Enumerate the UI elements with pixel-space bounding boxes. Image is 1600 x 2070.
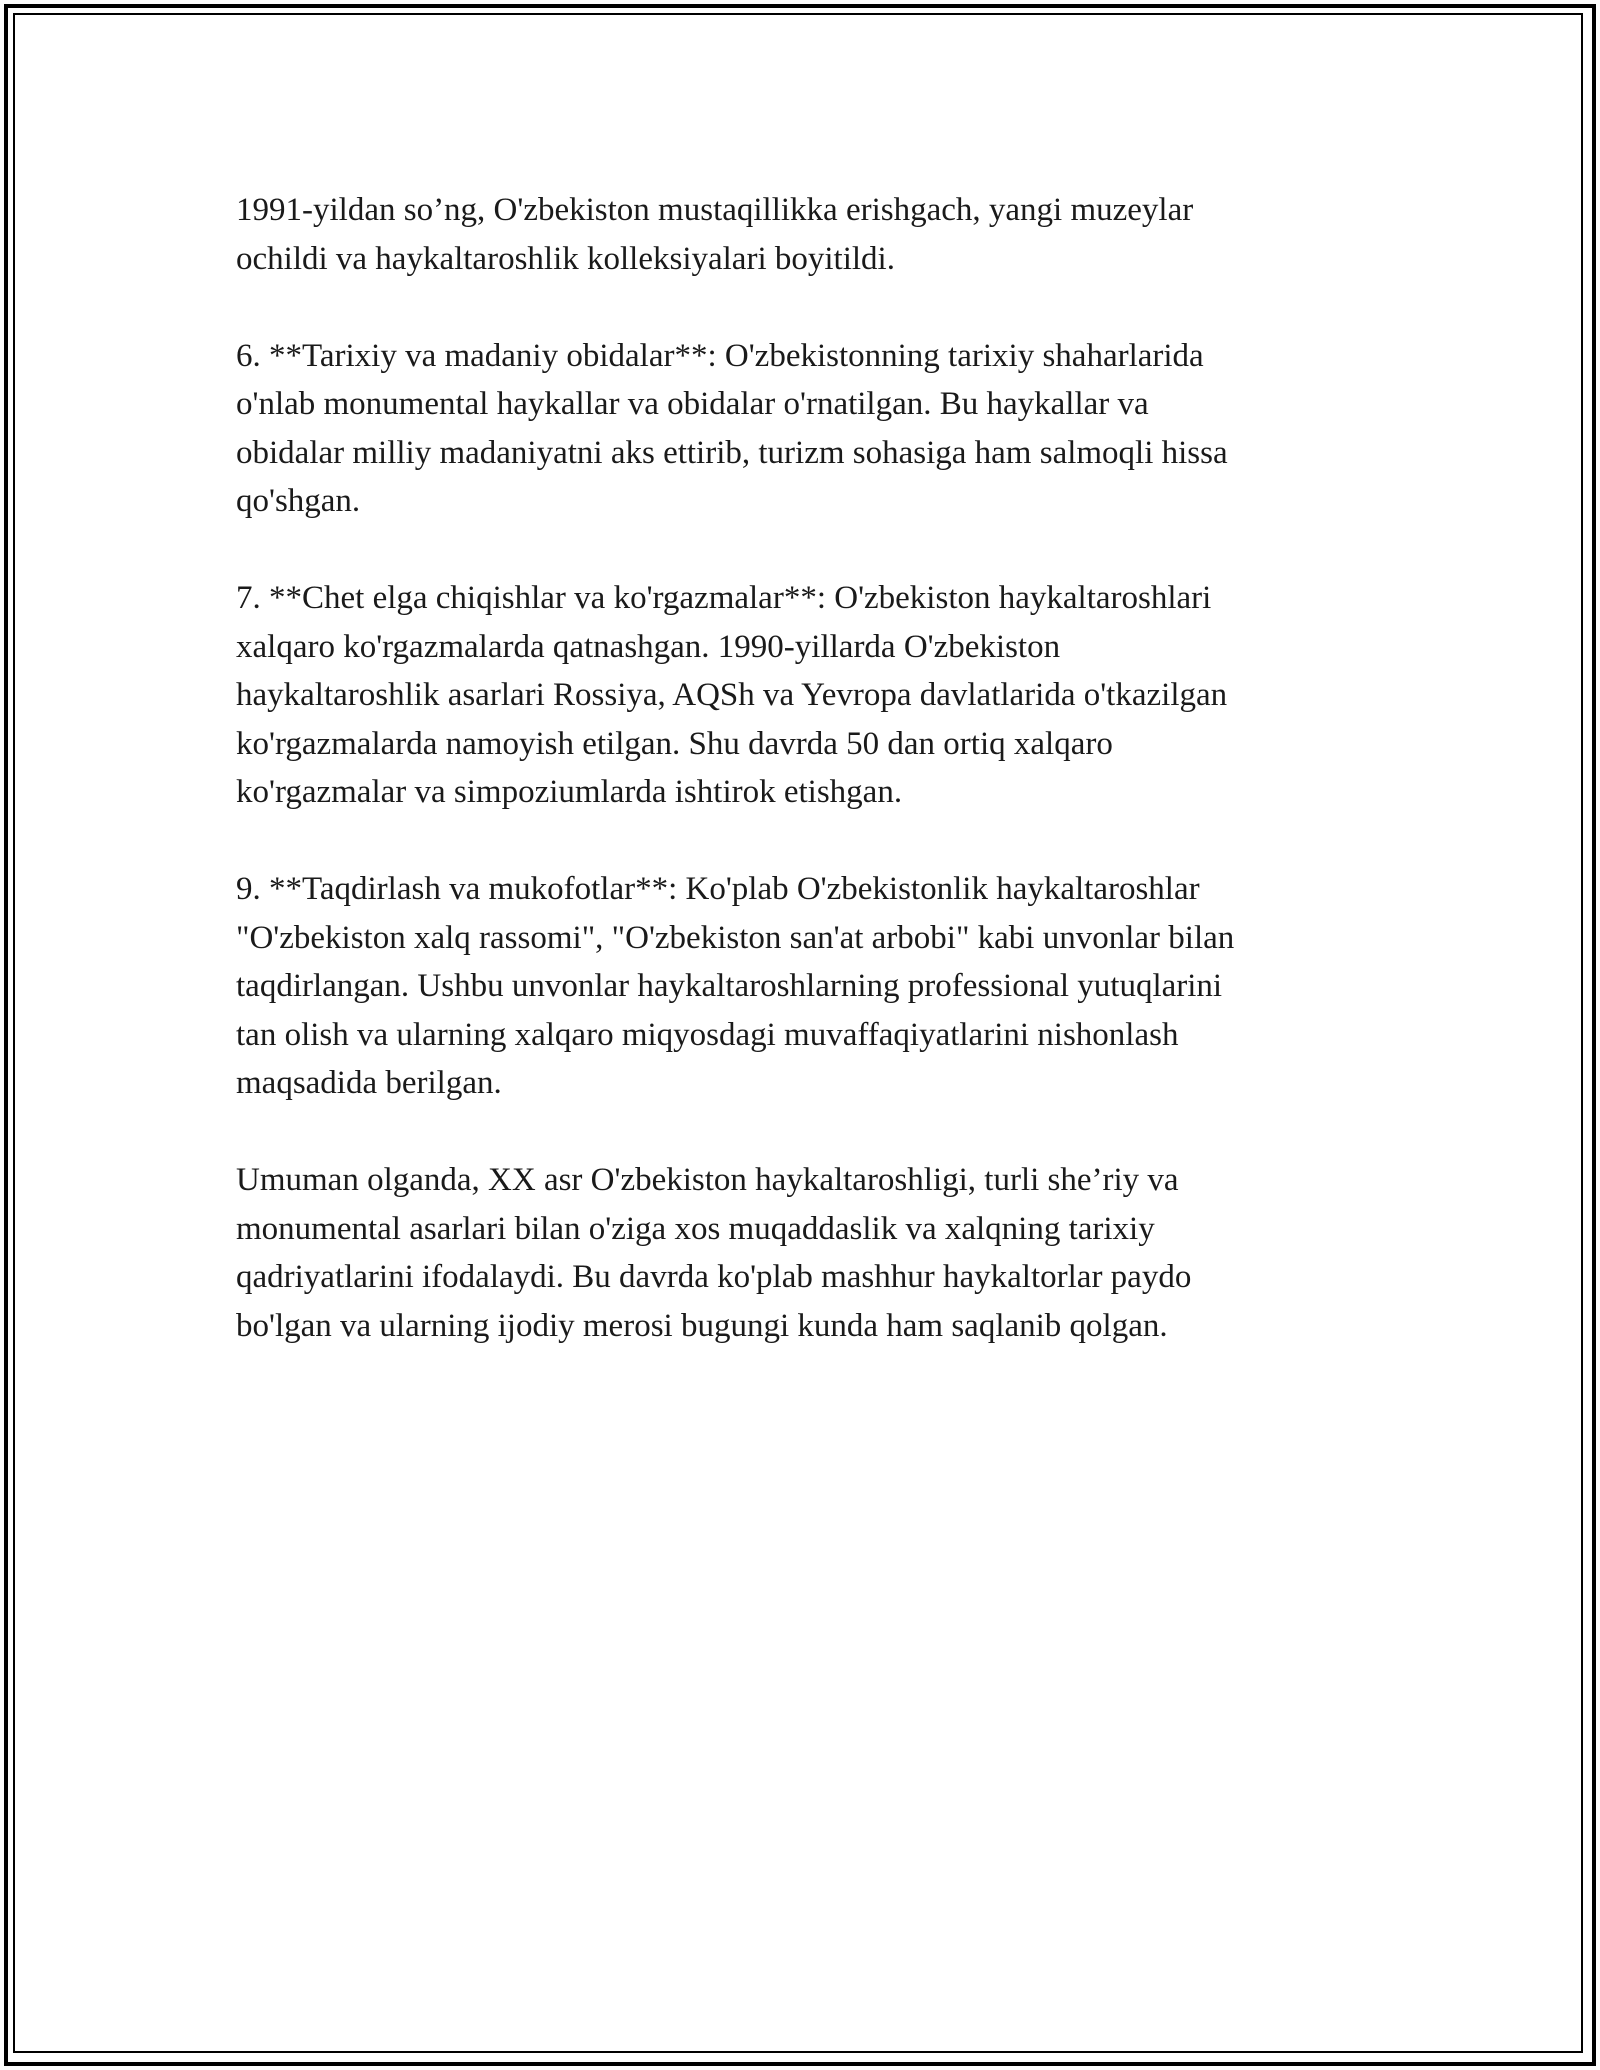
paragraph-item-7: 7. **Chet elga chiqishlar va ko'rgazmalar**: O'zbekiston haykaltaroshlari xalqaro ko'rgazmalarda qatnashgan. 1990-yillarda O'zbekiston haykaltaroshlik asarlari Rossiya, AQSh va Yevropa davlatlarida o'tkazilgan ko'rgazmalarda namoyish etilgan. Shu davrda 50 dan ortiq xalqaro ko'rgazmalar va simpoziumlarda ishtirok etishgan. bbox=[236, 580, 1228, 810]
document-body bbox=[236, 186, 1356, 1399]
paragraph-item-9: 9. **Taqdirlash va mukofotlar**: Ko'plab O'zbekistonlik haykaltaroshlar "O'zbekiston xalq rassomi", "O'zbekiston san'at arbobi" kabi unvonlar bilan taqdirlangan. Ushbu unvonlar haykaltaroshlarning professional yutuqlarini tan olish va ularning xalqaro miqyosdagi muvaffaqiyatlarini nishonlash maqsadida berilgan. bbox=[236, 871, 1235, 1101]
paragraph-item-6: 6. **Tarixiy va madaniy obidalar**: O'zbekistonning tarixiy shaharlarida o'nlab monumental haykallar va obidalar o'rnatilgan. Bu haykallar va obidalar milliy madaniyatni aks ettirib, turizm sohasiga ham salmoqli hissa qo'shgan. bbox=[236, 337, 1228, 519]
paragraph-conclusion: Umuman olganda, XX asr O'zbekiston haykaltaroshligi, turli she’riy va monumental asarlari bilan o'ziga xos muqaddaslik va xalqning tarixiy qadriyatlarini ifodalaydi. Bu davrda ko'plab mashhur haykaltorlar paydo bo'lgan va ularning ijodiy merosi bugungi kunda ham saqlanib qolgan. bbox=[236, 1162, 1192, 1344]
paragraph-intro: 1991-yildan so’ng, O'zbekiston mustaqillikka erishgach, yangi muzeylar ochildi va haykaltaroshlik kolleksiyalari boyitildi. bbox=[236, 192, 1194, 277]
